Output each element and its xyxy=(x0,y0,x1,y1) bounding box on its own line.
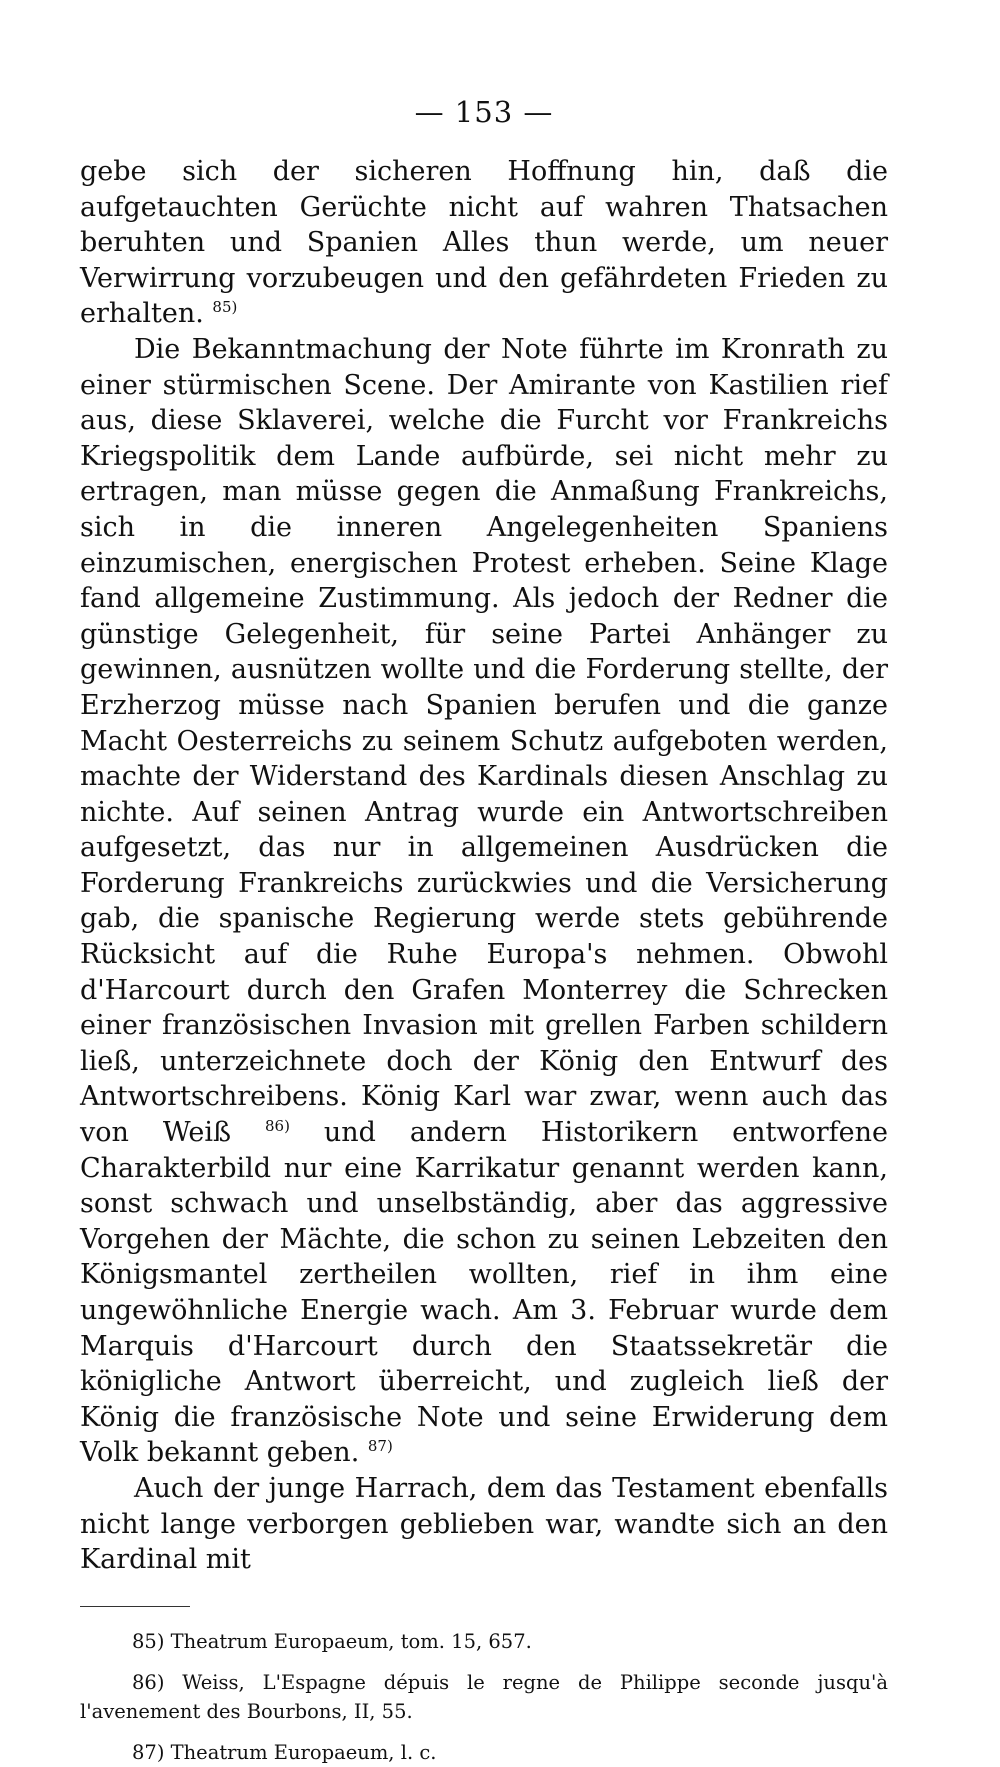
paragraph-text: Auch der junge Harrach, dem das Testament ebenfalls nicht lange verborgen geblieben war, wandte sich an den Kardinal mit xyxy=(80,1472,888,1576)
footnote-87: 87) Theatrum Europaeum, l. c. xyxy=(132,1740,437,1764)
main-text xyxy=(80,154,888,1578)
paragraph-text-continued: und andern Historikern entworfene Charakterbild nur eine Karrikatur genannt werden kann, sonst schwach und unselbständig, aber das aggressive Vorgehen der Mächte, die schon zu seinen Lebzeiten den Königsmantel zertheilen wollten, rief in ihm eine ungewöhnliche Energie wach. Am 3. Februar wurde dem Marquis d'Harcourt durch den Staatssekretär die königliche Antwort überreicht, und zugleich ließ der König die französische Note und seine Erwiderung dem Volk bekannt geben. xyxy=(80,1117,888,1469)
paragraph-2 xyxy=(80,332,888,1471)
footnotes xyxy=(80,1627,888,1767)
paragraph-text: Die Bekanntmachung der Note führte im Kronrath zu einer stürmischen Scene. Der Amirante von Kastilien rief aus, diese Sklaverei, welche die Furcht vor Frankreichs Kriegspolitik dem Lande aufbürde, sei nicht mehr zu ertragen, man müsse gegen die Anmaßung Frankreichs, sich in die inneren Angelegenheiten Spaniens einzumischen, energischen Protest erheben. Seine Klage fand allgemeine Zustimmung. Als jedoch der Redner die günstige Gelegenheit, für seine Partei Anhänger zu gewinnen, ausnützen wollte und die Forderung stellte, der Erzherzog müsse nach Spanien berufen und die ganze Macht Oesterreichs zu seinem Schutz aufgeboten werden, machte der Widerstand des Kardinals diesen Anschlag zu nichte. Auf seinen Antrag wurde ein Antwortschreiben aufgesetzt, das nur in allgemeinen Ausdrücken die Forderung Frankreichs zurückwies und die Versicherung gab, die spanische Regierung werde stets gebührende Rücksicht auf die Ruhe Europa's nehmen. Obwohl d'Harcourt durch den Grafen Monterrey die Schrecken einer französischen Invasion mit grellen Farben schildern ließ, unterzeichnete doch der König den Entwurf des Antwortschreibens. König Karl war zwar, wenn auch das von Weiß xyxy=(80,333,888,1149)
footnote-86: 86) Weiss, L'Espagne dépuis le regne de Philippe seconde jusqu'à l'avenement des Bourbons, II, 55. xyxy=(80,1670,888,1723)
footnote-ref-85[interactable]: 85) xyxy=(212,298,238,317)
footnote-divider xyxy=(80,1606,190,1607)
footnote-ref-87[interactable]: 87) xyxy=(367,1437,393,1456)
paragraph-3 xyxy=(80,1471,888,1578)
paragraph-text: gebe sich der sicheren Hoffnung hin, daß die aufgetauchten Gerüchte nicht auf wahren Thatsachen beruhten und Spanien Alles thun werde, um neuer Verwirrung vorzubeugen und den gefährdeten Frieden zu erhalten. xyxy=(80,156,888,330)
paragraph-1 xyxy=(80,154,888,332)
footnote-85: 85) Theatrum Europaeum, tom. 15, 657. xyxy=(132,1629,532,1653)
page-number: — 153 — xyxy=(414,95,554,129)
footnote-ref-86[interactable]: 86) xyxy=(265,1117,290,1136)
